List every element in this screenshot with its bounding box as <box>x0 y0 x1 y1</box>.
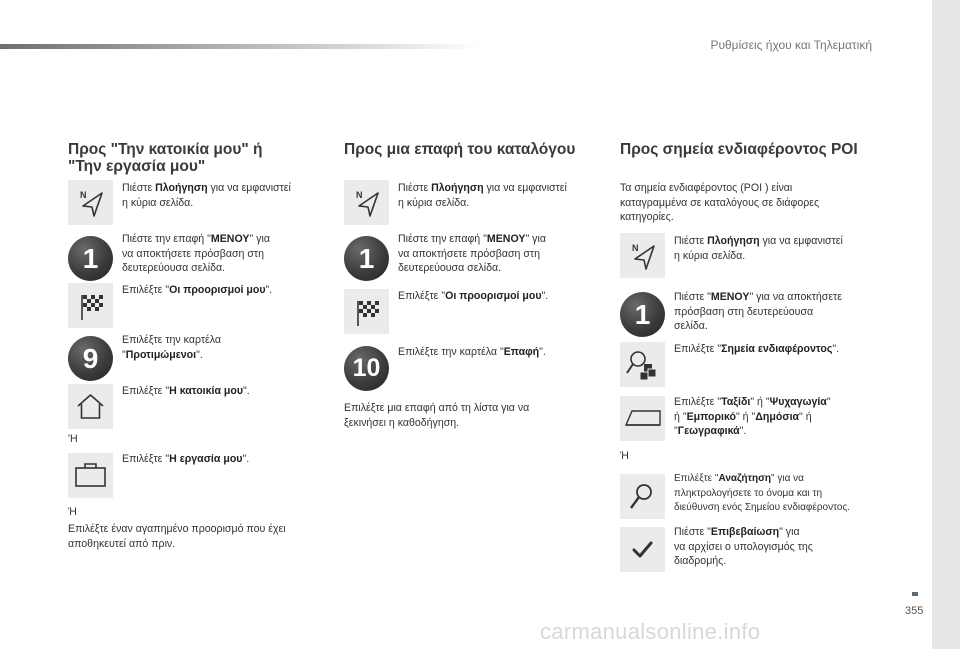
step-menu-text: Πιέστε την επαφή "ΜΕΝΟΥ" για να αποκτήσετε πρόσβαση στη δευτερεύουσα σελίδα. <box>398 233 546 274</box>
home-icon <box>68 384 113 429</box>
svg-text:N: N <box>80 190 87 200</box>
section-title-home-work: Προς "Την κατοικία μου" ή "Την εργασία μου" <box>68 141 263 175</box>
step-number-badge: 1 <box>68 236 113 281</box>
section-title-poi: Προς σημεία ενδιαφέροντος POI <box>620 141 858 158</box>
search-magnifier-icon <box>620 474 665 519</box>
work-briefcase-icon <box>68 453 113 498</box>
step-work-text: Επιλέξτε "Η εργασία μου". <box>122 453 250 465</box>
final-instruction-text: Επιλέξτε έναν αγαπημένο προορισμό που έχει αποθηκευτεί από πριν. <box>68 523 286 550</box>
step-favorites-text: Επιλέξτε την καρτέλα "Προτιμώμενοι". <box>122 334 221 361</box>
step-home-text: Επιλέξτε "Η κατοικία μου". <box>122 385 250 397</box>
poi-search-categories-icon <box>620 342 665 387</box>
final-instruction-text: Επιλέξτε μια επαφή από τη λίστα για να ξεκινήσει η καθοδήγηση. <box>344 402 530 429</box>
navigation-icon <box>68 180 113 225</box>
or-separator: Ή <box>620 450 629 462</box>
step-number-badge: 1 <box>344 236 389 281</box>
column-contact <box>344 0 609 649</box>
step-search-text: Επιλέξτε "Αναζήτηση" για να πληκτρολογήσετε το όνομα και τη διεύθυνση ενός Σημείου ενδιαφέροντος. <box>674 473 851 513</box>
navigation-icon <box>620 233 665 278</box>
checkered-flag-icon <box>344 289 389 334</box>
page-marker <box>912 592 918 596</box>
or-separator: Ή <box>68 506 77 518</box>
step-contact-text: Επιλέξτε την καρτέλα "Επαφή". <box>398 346 546 358</box>
svg-text:N: N <box>632 243 639 253</box>
step-destinations-text: Επιλέξτε "Οι προορισμοί μου". <box>122 284 273 296</box>
step-menu-text: Πιέστε "ΜΕΝΟΥ" για να αποκτήσετε πρόσβαση στη δευτερεύουσα σελίδα. <box>674 291 842 332</box>
svg-text:N: N <box>356 190 363 200</box>
step-destinations-text: Επιλέξτε "Οι προορισμοί μου". <box>398 290 549 302</box>
confirm-check-icon <box>620 527 665 572</box>
step-category-text: Επιλέξτε "Ταξίδι" ή "Ψυχαγωγία" ή "Εμπορικό" ή "Δημόσια" ή "Γεωγραφικά". <box>674 396 831 437</box>
step-number-badge: 1 <box>620 292 665 337</box>
navigation-icon <box>344 180 389 225</box>
poi-intro-text: Τα σημεία ενδιαφέροντος (POI ) είναι καταγραμμένα σε καταλόγους σε διάφορες κατηγορίες. <box>620 182 820 223</box>
step-menu-text: Πιέστε την επαφή "ΜΕΝΟΥ" για να αποκτήσετε πρόσβαση στη δευτερεύουσα σελίδα. <box>122 233 270 274</box>
side-strip <box>932 0 960 649</box>
section-title-contact: Προς μια επαφή του καταλόγου <box>344 141 576 158</box>
page-header-title: Ρυθμίσεις ήχου και Τηλεματική <box>710 38 872 52</box>
step-poi-text: Επιλέξτε "Σημεία ενδιαφέροντος". <box>674 343 840 355</box>
step-confirm-text: Πιέστε "Επιβεβαίωση" για να αρχίσει ο υπολογισμός της διαδρομής. <box>674 526 813 567</box>
or-separator: 'Η <box>68 433 78 445</box>
category-tab-icon <box>620 396 665 441</box>
column-poi <box>620 0 890 649</box>
step-number-badge: 9 <box>68 336 113 381</box>
step-number-badge: 10 <box>344 346 389 391</box>
watermark: carmanualsonline.info <box>540 619 761 644</box>
column-home-work <box>68 0 333 649</box>
checkered-flag-icon <box>68 283 113 328</box>
step-navigation-text: Πιέστε Πλοήγηση για να εμφανιστεί η κύρια σελίδα. <box>674 235 843 262</box>
page-number: 355 <box>905 605 924 617</box>
step-navigation-text: Πιέστε Πλοήγηση για να εμφανιστεί η κύρια σελίδα. <box>122 182 291 209</box>
step-navigation-text: Πιέστε Πλοήγηση για να εμφανιστεί η κύρια σελίδα. <box>398 182 567 209</box>
